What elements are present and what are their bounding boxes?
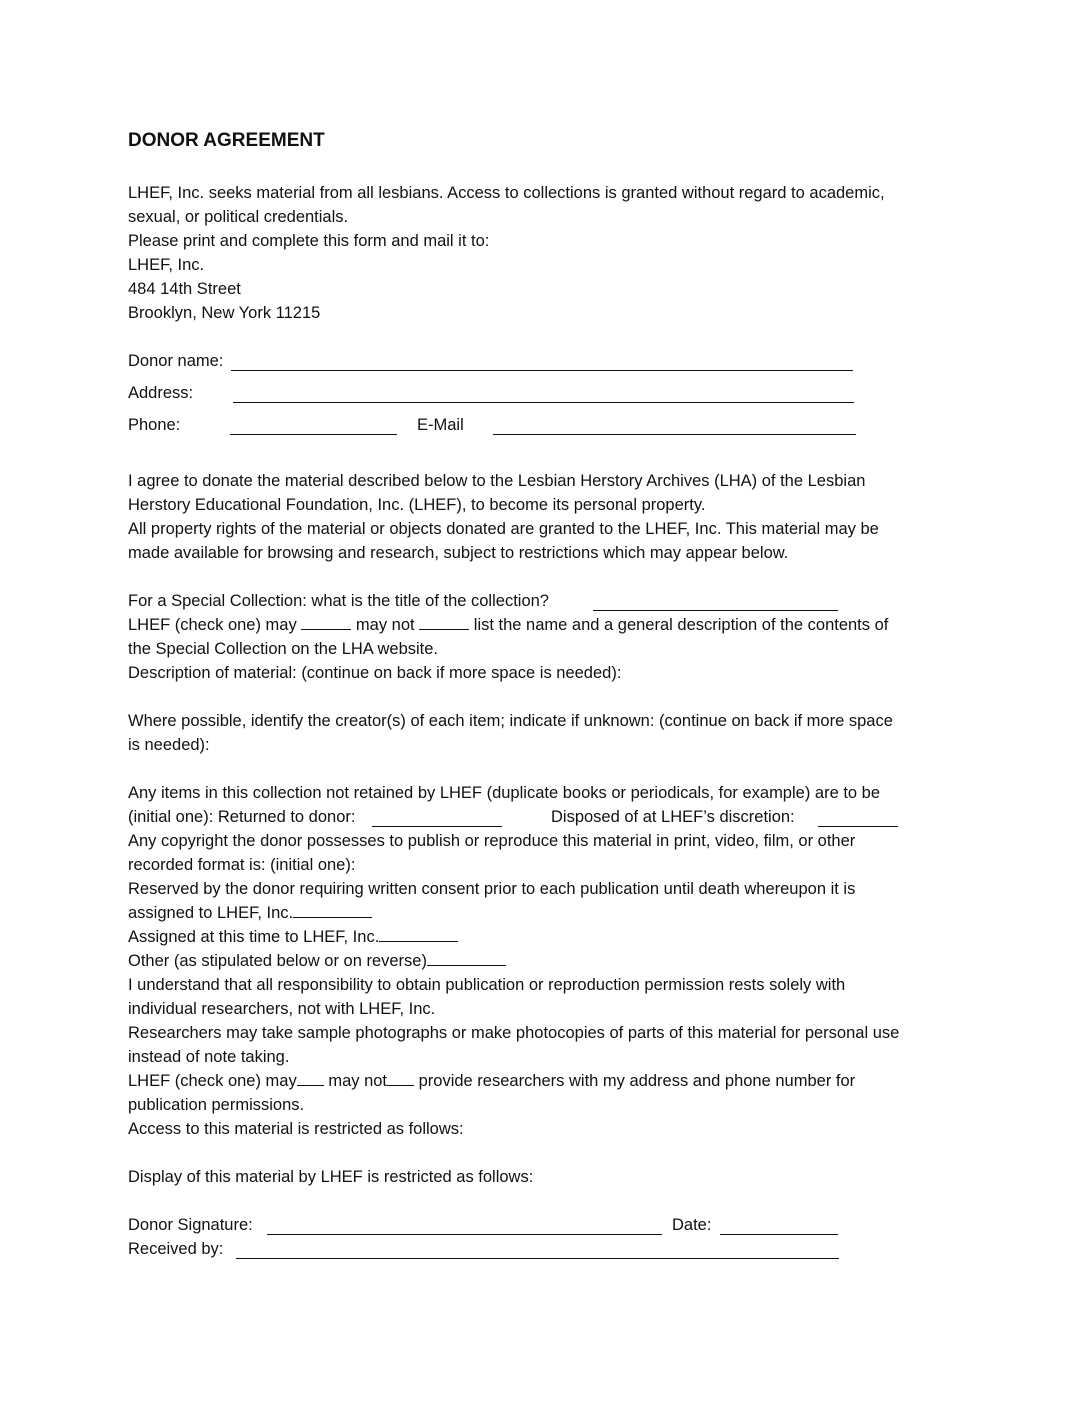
photos-line: Researchers may take sample photographs or make photocopies of parts of this material for personal use	[128, 1024, 900, 1042]
intro-line: sexual, or political credentials.	[128, 208, 349, 226]
special-check-line: the Special Collection on the LHA website.	[128, 640, 439, 658]
description-label: Description of material: (continue on back if more space is needed):	[128, 664, 622, 682]
disposed-initial-field[interactable]	[818, 809, 898, 827]
check-text: may not	[323, 1072, 388, 1090]
address-label: Address:	[128, 384, 194, 402]
reserved-line: Reserved by the donor requiring written consent prior to each publication until death whereupon it is	[128, 880, 856, 898]
display-restriction-label: Display of this material by LHEF is restricted as follows:	[128, 1168, 534, 1186]
mailing-address-line: LHEF, Inc.	[128, 256, 205, 274]
returned-label: (initial one): Returned to donor:	[128, 808, 356, 826]
reserved-line	[128, 901, 372, 925]
contact-may-not-blank[interactable]	[387, 1070, 414, 1086]
assigned-text: Assigned at this time to LHEF, Inc.	[128, 928, 380, 946]
reserved-initial-field[interactable]	[293, 902, 372, 918]
check-text: list the name and a general description of the contents of	[469, 616, 889, 634]
check-text: LHEF (check one) may	[128, 1072, 297, 1090]
collection-title-question: For a Special Collection: what is the title of the collection?	[128, 592, 549, 610]
understand-line: I understand that all responsibility to obtain publication or reproduction permission rests solely with	[128, 976, 846, 994]
contact-check-line	[128, 1069, 855, 1093]
assigned-initial-field[interactable]	[379, 926, 458, 942]
retained-line: Any items in this collection not retained by LHEF (duplicate books or periodicals, for example) are to be	[128, 784, 881, 802]
agreement-line: I agree to donate the material described below to the Lesbian Herstory Archives (LHA) of the Lesbian	[128, 472, 866, 490]
donor-signature-field[interactable]	[267, 1217, 662, 1235]
may-checkbox-blank[interactable]	[301, 614, 351, 630]
date-field[interactable]	[720, 1217, 838, 1235]
received-by-field[interactable]	[236, 1241, 839, 1259]
contact-check-line: publication permissions.	[128, 1096, 305, 1114]
donor-name-label: Donor name:	[128, 352, 224, 370]
disposed-label: Disposed of at LHEF’s discretion:	[551, 808, 795, 826]
intro-line: LHEF, Inc. seeks material from all lesbians. Access to collections is granted without regard to academic,	[128, 184, 885, 202]
returned-initial-field[interactable]	[372, 809, 502, 827]
creators-line: Where possible, identify the creator(s) of each item; indicate if unknown: (continue on back if more space	[128, 712, 893, 730]
check-text: may not	[351, 616, 420, 634]
check-text: LHEF (check one) may	[128, 616, 302, 634]
donor-signature-label: Donor Signature:	[128, 1216, 253, 1234]
creators-line: is needed):	[128, 736, 210, 754]
collection-title-field[interactable]	[593, 593, 838, 611]
may-not-checkbox-blank[interactable]	[419, 614, 469, 630]
copyright-line: Any copyright the donor possesses to publish or reproduce this material in print, video, film, or other	[128, 832, 856, 850]
email-label: E-Mail	[417, 416, 464, 434]
agreement-line: All property rights of the material or objects donated are granted to the LHEF, Inc. This material may be	[128, 520, 879, 538]
mailing-address-line: Brooklyn, New York 11215	[128, 304, 321, 322]
other-text: Other (as stipulated below or on reverse)	[128, 952, 427, 970]
mailing-address-line: 484 14th Street	[128, 280, 241, 298]
special-check-line	[128, 613, 888, 637]
other-line	[128, 949, 506, 973]
contact-may-blank[interactable]	[297, 1070, 324, 1086]
page-title: DONOR AGREEMENT	[128, 130, 325, 151]
assigned-line	[128, 925, 458, 949]
address-field[interactable]	[233, 385, 854, 403]
copyright-line: recorded format is: (initial one):	[128, 856, 356, 874]
check-text: provide researchers with my address and phone number for	[414, 1072, 856, 1090]
received-by-label: Received by:	[128, 1240, 224, 1258]
phone-label: Phone:	[128, 416, 181, 434]
access-restriction-label: Access to this material is restricted as follows:	[128, 1120, 464, 1138]
donor-name-field[interactable]	[231, 353, 853, 371]
reserved-text: assigned to LHEF, Inc.	[128, 904, 294, 922]
understand-line: individual researchers, not with LHEF, Inc.	[128, 1000, 436, 1018]
other-initial-field[interactable]	[427, 950, 506, 966]
agreement-line: Herstory Educational Foundation, Inc. (LHEF), to become its personal property.	[128, 496, 706, 514]
email-field[interactable]	[493, 417, 856, 435]
date-label: Date:	[672, 1216, 712, 1234]
agreement-line: made available for browsing and research, subject to restrictions which may appear below.	[128, 544, 789, 562]
photos-line: instead of note taking.	[128, 1048, 290, 1066]
intro-line: Please print and complete this form and mail it to:	[128, 232, 490, 250]
phone-field[interactable]	[230, 417, 397, 435]
